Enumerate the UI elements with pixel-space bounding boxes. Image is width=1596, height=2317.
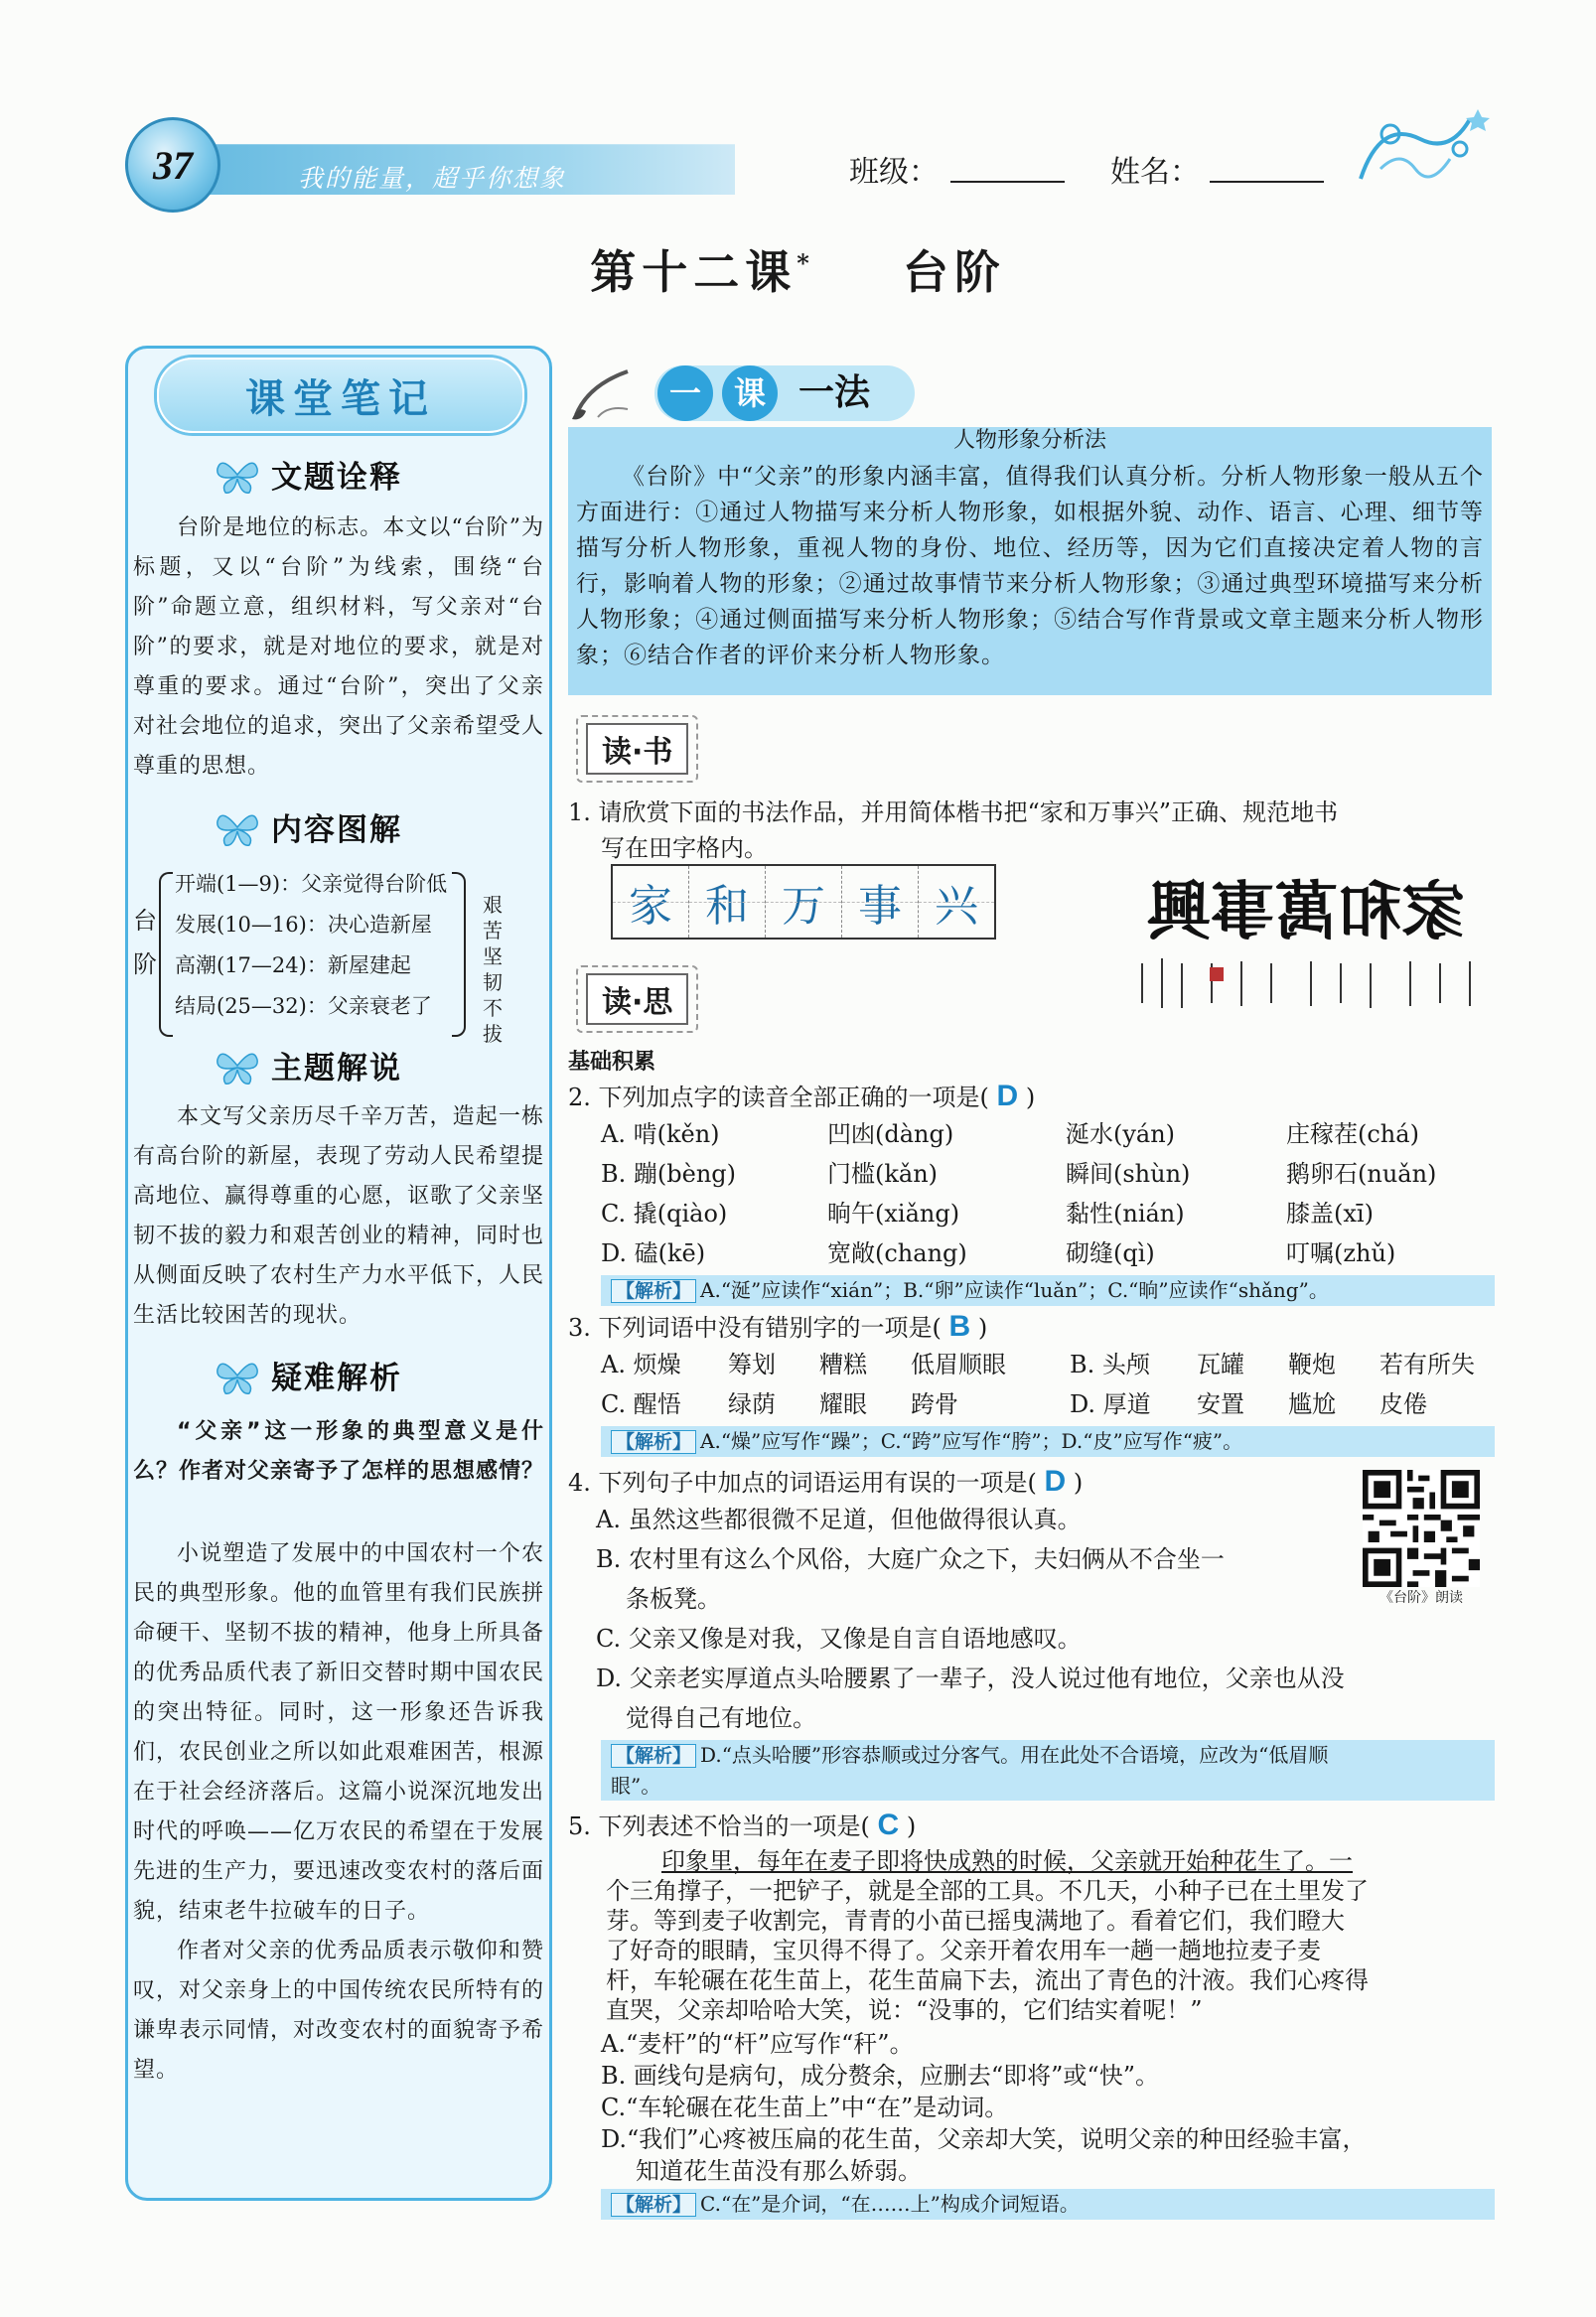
q2-analysis: 【解析】 A.“涎”应读作“xián”；B.“卵”应读作“luǎn”；C.“晌”应读作“shǎng”。 [601,1275,1495,1306]
banner-char: 一 [668,374,702,412]
content-map-item: 发展(10—16)：决心造新屋 [175,913,432,937]
q4-analysis: 【解析】 D.“点头哈腰”形容恭顺或过分客气。用在此处不合语境，应改为“低眉顺 眼”。 [601,1740,1495,1801]
class-notes-title: 课堂笔记 [245,375,436,422]
one-lesson-one-method-banner [651,358,919,427]
basic-accumulation-label: 基础积累 [568,1050,656,1075]
q5-answer[interactable]: C [877,1809,900,1841]
content-map-item: 结局(25—32)：父亲衰老了 [175,994,432,1018]
q5-option: 知道花生苗没有那么娇弱。 [636,2157,922,2185]
q1-stem-line2: 写在田字格内。 [601,834,768,862]
butterfly-icon [214,1046,261,1086]
difficult-question: “父亲”这一形象的典型意义是什么？作者对父亲寄予了怎样的思想感情？ [133,1419,545,1484]
section-title-theme [214,1043,402,1087]
q5-stem: 5. 下列表述不恰当的一项是( C ) [568,1809,917,1841]
content-map-brace [452,872,466,1037]
calligraphy-artwork [1122,864,1490,1023]
q4-option: C. 父亲又像是对我，又像是自言自语地感叹。 [596,1625,1082,1653]
q5-option: A.“麦杆”的“杆”应写作“秆”。 [601,2030,914,2058]
content-map-summary: 艰苦坚韧不拔 [483,893,503,1046]
q4-option: D. 父亲老实厚道点头哈腰累了一辈子，没人说过他有地位，父亲也从没 [596,1665,1345,1692]
name-label: 姓名： [1110,155,1200,190]
banner-char: 课 [733,374,767,412]
grid-cell[interactable]: 兴 [918,866,994,938]
grid-cell[interactable]: 万 [765,866,841,938]
q4-stem: 4. 下列句子中加点的词语运用有误的一项是( D ) [568,1465,1084,1498]
header-slogan: 我的能量，超乎你想象 [298,164,567,193]
method-text: 《台阶》中“父亲”的形象内涵丰富，值得我们认真分析。分析人物形象一般从五个方面进行：①通过人物描写来分析人物形象，如根据外貌、动作、语言、心理、细节等描写分析人物形象，重视人物的身份、地位、经历等，因为它们直接决定着人物的言行，影响着人物的形象；②通过故事情节来分析人物形象；③通过典型环境描写来分析人物形象；④通过侧面描写来分析人物形象；⑤结合写作背景或文章主题来分析人物形象；⑥结合作者的评价来分析人物形象。 [576,464,1484,668]
q5-option: C.“车轮碾在花生苗上”中“在”是动词。 [601,2094,1009,2121]
calligraphy-main-text: 家和萬事興 [1147,875,1465,949]
grid-cell[interactable]: 事 [841,866,918,938]
method-box-title: 人物形象分析法 [952,428,1106,453]
q5-passage-line: 了好奇的眼睛，宝贝得不得了。父亲开着农用车一趟一趟地拉麦子麦 [606,1937,1321,1964]
ink-brush-icon [568,365,638,425]
class-blank[interactable] [950,181,1065,183]
q2-option-row: C. 撬(qiào) 晌午(xiǎng) 黏性(nián) 膝盖(xī) [601,1200,1374,1228]
read-think-tag: 读·思 [586,973,688,1025]
section-title-difficult [214,1353,402,1397]
q4-option: A. 虽然这些都很微不足道，但他做得很认真。 [596,1506,1082,1533]
lesson-name: 台阶 [902,245,1006,299]
q5-passage-line: 杆，车轮碾在花生苗上，花生苗扁下去，流出了青色的汁液。我们心疼得 [606,1966,1369,1994]
corner-ornament-icon [1351,99,1490,199]
section-title-text: 文题诠释 [271,460,402,496]
grid-cell[interactable]: 家 [613,866,688,938]
q2-option-row: A. 啃(kěn) 凹凼(dàng) 涎水(yán) 庄稼茬(chá) [601,1120,1419,1148]
lesson-number: 第十二课 [590,245,798,299]
content-map-root: 台阶 [133,907,157,978]
q3-option-row: A. 烦燥 筹划 糟糕 低眉顺眼 B. 头颅 瓦罐 鞭炮 若有所失 [601,1351,1475,1378]
class-label: 班级： [849,155,939,190]
read-book-tag: 读·书 [586,723,688,775]
q2-stem: 2. 下列加点字的读音全部正确的一项是( D ) [568,1080,1036,1112]
page-number-badge [125,117,220,213]
content-map-item: 高潮(17—24)：新屋建起 [175,953,411,977]
qr-code-icon[interactable] [1363,1470,1480,1587]
difficult-answer: 小说塑造了发展中的中国农村一个农民的典型形象。他的血管里有我们民族拼命硬干、坚韧不拔的精神，他身上所具备的优秀品质代表了新旧交替时期中国农民的突出特征。同时，这一形象还告诉我们，农民创业之所以如此艰难困苦，根源在于社会经济落后。这篇小说深沉地发出时代的呼唤——亿万农民的希望在于发展先进的生产力，要迅速改变农村的落后面貌，结束老牛拉破车的日子。 作者对父亲的优秀品质表示敬仰和赞叹，对父亲身上的中国传统农民所特有的谦卑表示同情，对改变农村的面貌寄予希望。 [133,1541,545,2083]
content-map-items [175,864,447,1027]
section-title-text: 主题解说 [271,1051,402,1086]
qr-caption: 《台阶》朗读 [1379,1590,1463,1606]
q5-passage-line: 直哭，父亲却哈哈大笑，说：“没事的，它们结实着呢！” [606,1996,1203,2024]
butterfly-icon [214,1356,261,1395]
lesson-mark: * [797,248,815,278]
q5-analysis: 【解析】 C.“在”是介词，“在……上”构成介词短语。 [601,2189,1495,2220]
q3-option-row: C. 醒悟 绿荫 耀眼 跨骨 D. 厚道 安置 尴尬 皮倦 [601,1390,1427,1418]
q3-answer[interactable]: B [948,1310,971,1343]
q1-stem-line1: 1. 请欣赏下面的书法作品，并用简体楷书把“家和万事兴”正确、规范地书 [568,798,1339,826]
tianzige-grid[interactable] [611,864,996,940]
q5-option: B. 画线句是病句，成分赘余，应删去“即将”或“快”。 [601,2062,1159,2090]
q3-analysis: 【解析】 A.“燥”应写作“躁”；C.“跨”应写作“胯”；D.“皮”应写作“疲”。 [601,1426,1495,1457]
class-notes-banner [157,358,524,433]
title-explanation-text: 台阶是地位的标志。本文以“台阶”为标题，又以“台阶”为线索，围绕“台阶”命题立意，组织材料，写父亲对“台阶”的要求，就是对地位的要求，就是对尊重的要求。通过“台阶”，突出了父亲对社会地位的追求，突出了父亲希望受人尊重的思想。 [133,515,545,779]
q5-option: D.“我们”心疼被压扁的花生苗，父亲却大笑，说明父亲的种田经验丰富， [601,2125,1367,2153]
butterfly-icon [214,455,261,495]
q4-option: 条板凳。 [626,1585,721,1613]
theme-text: 本文写父亲历尽千辛万苦，造起一栋有高台阶的新屋，表现了劳动人民希望提高地位、赢得尊重的心愿，讴歌了父亲坚韧不拔的毅力和艰苦创业的精神，同时也从侧面反映了农村生产力水平低下，人民生活比较困苦的现状。 [133,1104,545,1328]
q4-option: B. 农村里有这么个风俗，大庭广众之下，夫妇俩从不合坐一 [596,1545,1225,1573]
q2-answer[interactable]: D [996,1080,1019,1112]
grid-cell[interactable]: 和 [688,866,765,938]
content-map-item: 开端(1—9)：父亲觉得台阶低 [175,872,448,896]
name-blank[interactable] [1210,181,1324,183]
q2-option-row: B. 蹦(bèng) 门槛(kǎn) 瞬间(shùn) 鹅卵石(nuǎn) [601,1160,1437,1188]
section-title-text: 疑难解析 [271,1361,402,1396]
lesson-title [0,236,1596,302]
q4-option: 觉得自己有地位。 [626,1704,816,1732]
section-title-content-map [214,804,402,849]
q5-passage-line: 芽。等到麦子收割完，青青的小苗已摇曳满地了。看着它们，我们瞪大 [606,1907,1345,1935]
q5-passage-line: 印象里，每年在麦子即将快成熟的时候，父亲就开始种花生了。一 [661,1847,1353,1875]
page-number: 37 [153,142,193,188]
q5-passage-line: 个三角撑子，一把铲子，就是全部的工具。不几天，小种子已在土里发了 [606,1877,1369,1905]
banner-char: 一法 [798,372,871,413]
q3-stem: 3. 下列词语中没有错别字的一项是( B ) [568,1310,988,1343]
butterfly-icon [214,807,261,847]
section-title-text: 内容图解 [271,812,402,848]
q4-answer[interactable]: D [1044,1465,1067,1498]
content-map-brace [159,872,173,1037]
q2-option-row: D. 磕(kē) 宽敞(chang) 砌缝(qì) 叮嘱(zhǔ) [601,1239,1396,1267]
section-title-explanation [214,452,402,497]
